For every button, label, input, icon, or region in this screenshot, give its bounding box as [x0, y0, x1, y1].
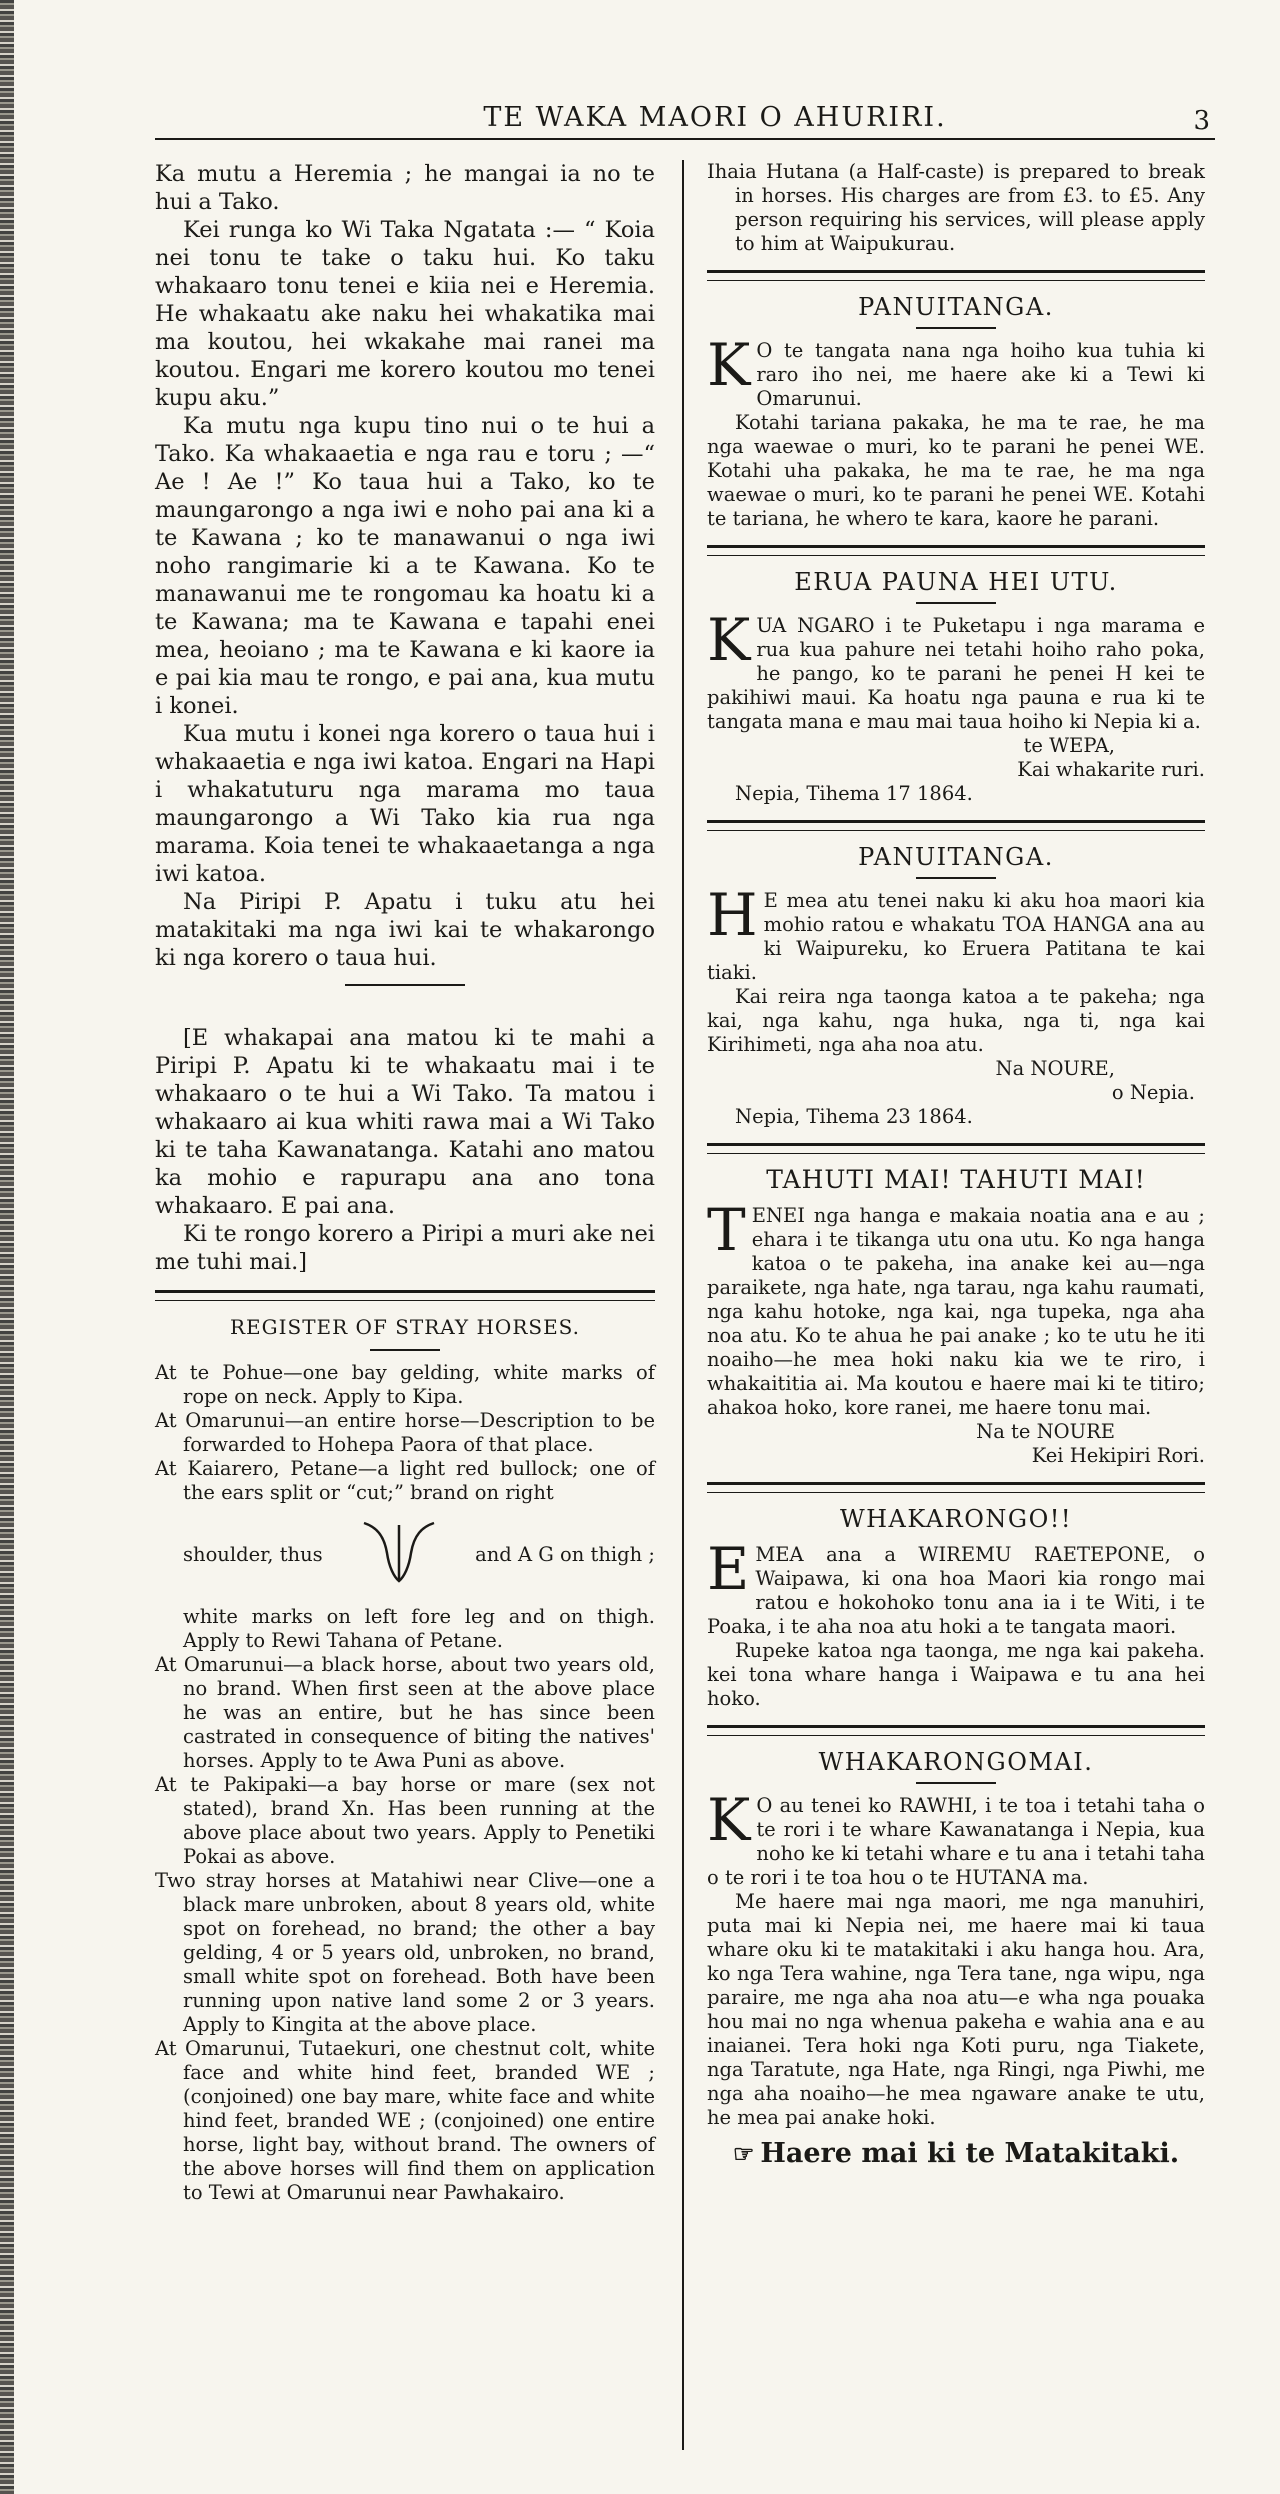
ad-title: WHAKARONGO!!: [839, 1505, 1073, 1533]
divider: [707, 1725, 1205, 1736]
dateline: Nepia, Tihema 17 1864.: [735, 782, 973, 805]
divider: [707, 1143, 1205, 1154]
dateline: Nepia, Tihema 23 1864.: [735, 1105, 973, 1128]
list-item: white marks on left fore leg and on thigh. Apply to Rewi Tahana of Petane.: [183, 1605, 655, 1652]
advertisement: EMEA ana a WIREMU RAETEPONE, o Waipawa, ki ona hoa Maori kia rongo mai ratou e hokohoko tonu ana ia i te Witi, i te Poaka, i te aha noa atu hoki a te tangata maori. Rupeke katoa nga taonga, me nga kai pakeha. kei tona whare hanga i Waipawa e tu ana hei hoko.: [707, 1535, 1205, 1710]
paragraph: Na Piripi P. Apatu i tuku atu hei matakitaki ma nga iwi kai te whakarongo ki nga korero o taua hui.: [155, 889, 655, 971]
paragraph: Ka mutu nga kupu tino nui o te hui a Tako. Ka whakaaetia e nga rau e toru ; —“ Ae ! Ae !” Ko taua hui a Tako, ko te maungarongo a nga iwi e noho pai ana ki a te Kawana ; ko te manawanui o nga iwi noho rangimarie ki a te Kawana. Ko te manawanui me te rongomau ka hoatu ki a te Kawana; ma te Kawana e tapahi enei mea, heoiano ; ma te Kawana e ki kaore ia e pai kia mau te rongo, e pai ana, kua mutu i konei.: [155, 413, 655, 719]
divider: [707, 820, 1205, 831]
advertisement: K O te tangata nana nga hoiho kua tuhia ki raro iho nei, me haere ake ki a Tewi ki Omarunui. Kotahi tariana pakaka, he ma te rae, he ma nga waewae o muri, ko te parani he penei WE. Kotahi uha pakaka, he ma te rae, he ma nga waewae o muri, ko te parani he penei WE. Kotahi te tariana, he whero te kara, kaore he parani.: [707, 331, 1205, 530]
divider: [155, 1290, 655, 1301]
drop-cap: H: [707, 881, 758, 949]
brand-caption: shoulder, thus: [183, 1543, 323, 1566]
advertisement: TENEI nga hanga e makaia noatia ana e au ; ehara i te tikanga utu ona utu. Ko nga hanga katoa o te pakeha, ina anake kei au—nga paraikete, nga hate, nga tarau, nga kahu raumati, nga kahu hotoke, nga kai, nga tupeka, nga aha noa atu. Ko te ahua he pai anake ; ko te utu he iti noaiho—he mea hoki naku kia we te riro, i whakaititia ai. Ma koutou e haere mai ki te titiro; ahakoa hoko, kore ranei, me haere tonu mai. Na te NOURE Kei Hekipiri Rori.: [707, 1196, 1205, 1467]
advertisement: Ihaia Hutana (a Half-caste) is prepared to break in horses. His charges are from £3. to £5. Any person requiring his services, will please apply to him at Waipukurau.: [707, 160, 1205, 255]
running-title: TE WAKA MAORI O AHURIRI.: [483, 102, 947, 133]
ad-title: ERUA PAUNA HEI UTU.: [794, 568, 1118, 596]
ad-title: PANUITANGA.: [858, 293, 1054, 321]
drop-cap: K: [707, 331, 751, 399]
paragraph: Kotahi tariana pakaka, he ma te rae, he ma nga waewae o muri, ko te parani he penei WE. Kotahi uha pakaka, he ma te rae, he ma nga waewae o muri, ko te parani he penei WE. Kotahi te tariana, he whero te kara, kaore he parani.: [707, 411, 1205, 530]
list-item: At te Pakipaki—a bay horse or mare (sex not stated), brand Xn. Has been running at the above place about two years. Apply to Penetiki Pokai as above.: [155, 1773, 655, 1868]
drop-cap: E: [707, 1535, 750, 1603]
list-item: Two stray horses at Matahiwi near Clive—one a black mare unbroken, about 8 years old, white spot on forehead, no brand; the other a bay gelding, 4 or 5 years old, unbroken, no brand, small white spot on forehead. Both have been running upon native land some 2 or 3 years. Apply to Kingita at the above place.: [155, 1869, 655, 2036]
brand-figure: [155, 1515, 655, 1595]
signature: te WEPA,: [1023, 734, 1115, 757]
brand-mark-icon: [354, 1515, 444, 1595]
right-column: [707, 160, 1205, 2168]
editorial-note: [E whakapai ana matou ki te mahi a Piripi P. Apatu ki te whakaatu mai i te whakaaro o te hui a Wi Tako. Ta matou i whakaaro ai kua whiti rawa mai a Wi Tako ki te taha Kawanatanga. Katahi ano matou ka mohio e rapurapu ana ano tona whakaaro. E pai ana.: [155, 1025, 655, 1219]
scanned-page-edge: [0, 0, 14, 2494]
pointing-hand-icon: ☞: [732, 2139, 755, 2168]
divider: [345, 984, 465, 986]
signature: Na NOURE,: [995, 1057, 1115, 1080]
list-item: At Omarunui—an entire horse—Description to be forwarded to Hohepa Paora of that place.: [155, 1409, 655, 1456]
register-entries: [155, 1361, 655, 2205]
page-header: [155, 102, 1215, 140]
divider: [916, 1782, 996, 1784]
drop-cap: K: [707, 1786, 751, 1854]
advertisement: H E mea atu tenei naku ki aku hoa maori kia mohio ratou e whakatu TOA HANGA ana au ki Waipureku, ko Eruera Patitana te kai tiaki. Kai reira nga taonga katoa a te pakeha; nga kai, nga kahu, nga huka, nga ti, nga kai Kirihimeti, nga aha noa atu. Na NOURE, o Nepia. Nepia, Tihema 23 1864.: [707, 881, 1205, 1128]
divider: [707, 545, 1205, 556]
editorial-note: Ki te rongo korero a Piripi a muri ake nei me tuhi mai.]: [155, 1221, 655, 1275]
brand-caption: and A G on thigh ;: [475, 1543, 655, 1566]
signature: Kai whakarite ruri.: [1017, 758, 1205, 781]
page-number: 3: [1193, 106, 1210, 136]
advertisement: K O au tenei ko RAWHI, i te toa i tetahi taha o te rori i te whare Kawanatanga i Nepia, kua noho ke ki tetahi whare e tu ana i tetahi taha o te rori i te toa hou o te HUTANA ma. Me haere mai nga maori, me nga manuhiri, puta mai ki Nepia nei, me haere mai ki taua whare oku ki te matakitaki i aku hanga hou. Ara, ko nga Tera wahine, nga Tera tane, nga wipu, nga paraire, me nga aha noa atu—e wha nga pouaka hou mai no nga whenua pakeha e wahia ana e au inaianei. Tera hoki nga Koti puru, nga Tiakete, nga Taratute, nga Hate, nga Ringi, nga Piwhi, me nga aha noaiho—he mea ngaware anake te utu, he mea pai anake hoki.: [707, 1786, 1205, 2129]
paragraph: Kua mutu i konei nga korero o taua hui i whakaaetia e nga iwi katoa. Engari na Hapi i whakatuturu nga marama mo taua maungarongo a Wi Tako kia rua nga marama. Koia tenei te whakaaetanga a nga iwi katoa.: [155, 721, 655, 887]
divider: [707, 270, 1205, 281]
list-item: At Omarunui—a black horse, about two years old, no brand. When first seen at the above place he was an entire, but he has since been castrated in consequence of biting the natives' horses. Apply to te Awa Puni as above.: [155, 1653, 655, 1772]
signature: Kei Hekipiri Rori.: [1031, 1444, 1205, 1467]
divider: [916, 877, 996, 879]
drop-cap: K: [707, 606, 751, 674]
paragraph: Me haere mai nga maori, me nga manuhiri, puta mai ki Nepia nei, me haere mai ki taua whare oku ki te matakitaki i aku hanga hou. Ara, ko nga Tera wahine, nga Tera tane, nga wipu, nga paraire, me nga aha noa atu—e wha nga pouaka hou mai no nga whenua pakeha e wahia ana e au inaianei. Tera hoki nga Koti puru, nga Tiakete, nga Taratute, nga Hate, nga Ringi, nga Piwhi, me nga aha noaiho—he mea ngaware anake te utu, he mea pai anake hoki.: [707, 1890, 1205, 2129]
left-column: [155, 160, 655, 2205]
divider: [916, 327, 996, 329]
column-rule: [682, 160, 684, 2450]
paragraph: Rupeke katoa nga taonga, me nga kai pakeha. kei tona whare hanga i Waipawa e tu ana hei hoko.: [707, 1639, 1205, 1710]
drop-cap: T: [707, 1196, 746, 1264]
ad-title: WHAKARONGOMAI.: [818, 1748, 1094, 1776]
list-item: At Kaiarero, Petane—a light red bullock; one of the ears split or “cut;” brand on right: [155, 1457, 655, 1504]
register-title: REGISTER OF STRAY HORSES.: [229, 1315, 581, 1339]
list-item: At te Pohue—one bay gelding, white marks of rope on neck. Apply to Kipa.: [155, 1361, 655, 1408]
signature: o Nepia.: [1111, 1081, 1195, 1104]
paragraph: Kai reira nga taonga katoa a te pakeha; nga kai, nga kahu, nga huka, nga ti, nga kai Kirihimeti, nga aha noa atu.: [707, 985, 1205, 1056]
signature: Na te NOURE: [976, 1420, 1115, 1443]
ad-title: TAHUTI MAI! TAHUTI MAI!: [766, 1165, 1146, 1194]
advertisement: KUA NGARO i te Puketapu i nga marama e rua kua pahure nei tetahi hoiho raho poka, he pango, ko te parani he penei H kei te pakihiwi maui. Ka hoatu nga pauna e rua ki te tangata mana e mau mai taua hoiho ki Nepia ki a. te WEPA, Kai whakarite ruri. Nepia, Tihema 17 1864.: [707, 606, 1205, 805]
paragraph: Ka mutu a Heremia ; he mangai ia no te hui a Tako.: [155, 161, 655, 215]
list-item: At Omarunui, Tutaekuri, one chestnut colt, white face and white hind feet, branded WE ; (conjoined) one bay mare, white face and white hind feet, branded WE ; (conjoined) one entire horse, light bay, without brand. The owners of the above horses will find them on application to Tewi at Omarunui near Pawhakairo.: [155, 2037, 655, 2204]
paragraph: Kei runga ko Wi Taka Ngatata :— “ Koia nei tonu te take o taku hui. Ko taku whakaaro tonu tenei e kiia nei e Heremia. He whakaatu ake naku hei whakatika mai ma koutou, hei wkakahe mai ranei ma koutou. Engari me korero koutou mo tenei kupu aku.”: [155, 217, 655, 411]
closing-line: ☞ Haere mai ki te Matakitaki.: [732, 2138, 1180, 2169]
ad-title: PANUITANGA.: [858, 843, 1054, 871]
divider: [370, 1349, 440, 1351]
divider: [916, 602, 996, 604]
divider: [707, 1482, 1205, 1493]
